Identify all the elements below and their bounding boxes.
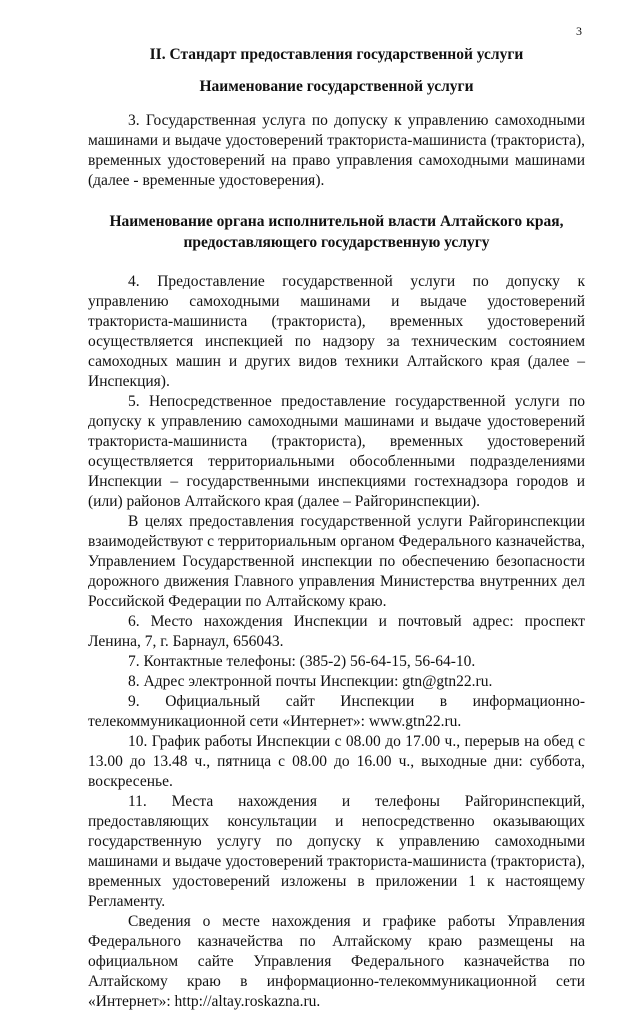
paragraph-10-schedule: 10. График работы Инспекции с 08.00 до 17.00 ч., перерыв на обед с 13.00 до 13.48 ч., пятница с 08.00 до 16.00 ч., выходные дни: суббота, воскресенье. bbox=[88, 733, 585, 790]
paragraph-6-address: 6. Место нахождения Инспекции и почтовый адрес: проспект Ленина, 7, г. Барнаул, 656043. bbox=[88, 613, 585, 650]
paragraph-9-website: 9. Официальный сайт Инспекции в информационно-телекоммуникационной сети «Интернет»: www.gtn22.ru. bbox=[88, 693, 585, 730]
paragraph-3: 3. Государственная услуга по допуску к управлению самоходными машинами и выдаче удостоверений тракториста-машиниста (тракториста), временных удостоверений на право управления самоходными машинами (далее - временные удостоверения). bbox=[88, 112, 585, 189]
paragraph-5: 5. Непосредственное предоставление государственной услуги по допуску к управлению самоходными машинами и выдаче удостоверений тракториста-машиниста (тракториста), временных удостоверений осуществляется территориальными обособленными подразделениями Инспекции – государственными инспекциями гостехнадзора городов и (или) районов Алтайского края (далее – Райгоринспекции). bbox=[88, 393, 585, 510]
paragraph-5-interaction: В целях предоставления государственной услуги Райгоринспекции взаимодействуют с территориальным органом Федерального казначейства, Управлением Государственной инспекции по обеспечению безопасности дорожного движения Главного управления Министерства внутренних дел Российской Федерации по Алтайскому краю. bbox=[88, 513, 585, 610]
section-title: II. Стандарт предоставления государственной услуги bbox=[149, 46, 524, 63]
paragraph-7-phones: 7. Контактные телефоны: (385-2) 56-64-15, 56-64-10. bbox=[128, 653, 476, 670]
page-number: 3 bbox=[576, 24, 582, 38]
service-name-heading: Наименование государственной услуги bbox=[199, 78, 474, 95]
paragraph-treasury-info: Сведения о месте нахождения и графике работы Управления Федерального казначейства по Алтайскому краю размещены на официальном сайте Управления Федерального казначейства по Алтайскому краю в информационно-телекоммуникационной сети «Интернет»: http://altay.roskazna.ru. bbox=[88, 913, 585, 1010]
authority-heading: Наименование органа исполнительной власти Алтайского края, предоставляющего государственную услугу bbox=[109, 213, 564, 251]
paragraph-4: 4. Предоставление государственной услуги по допуску к управлению самоходными машинами и выдаче удостоверений тракториста-машиниста (тракториста), временных удостоверений осуществляется инспекцией по надзору за техническим состоянием самоходных машин и других видов техники Алтайского края (далее – Инспекция). bbox=[88, 273, 585, 390]
paragraph-11-locations: 11. Места нахождения и телефоны Райгоринспекций, предоставляющих консультации и непосредственно оказывающих государственную услугу по допуску к управлению самоходными машинами и выдаче удостоверений тракториста-машиниста (тракториста), временных удостоверений изложены в приложении 1 к настоящему Регламенту. bbox=[88, 793, 585, 910]
paragraph-8-email: 8. Адрес электронной почты Инспекции: gtn@gtn22.ru. bbox=[128, 673, 493, 690]
